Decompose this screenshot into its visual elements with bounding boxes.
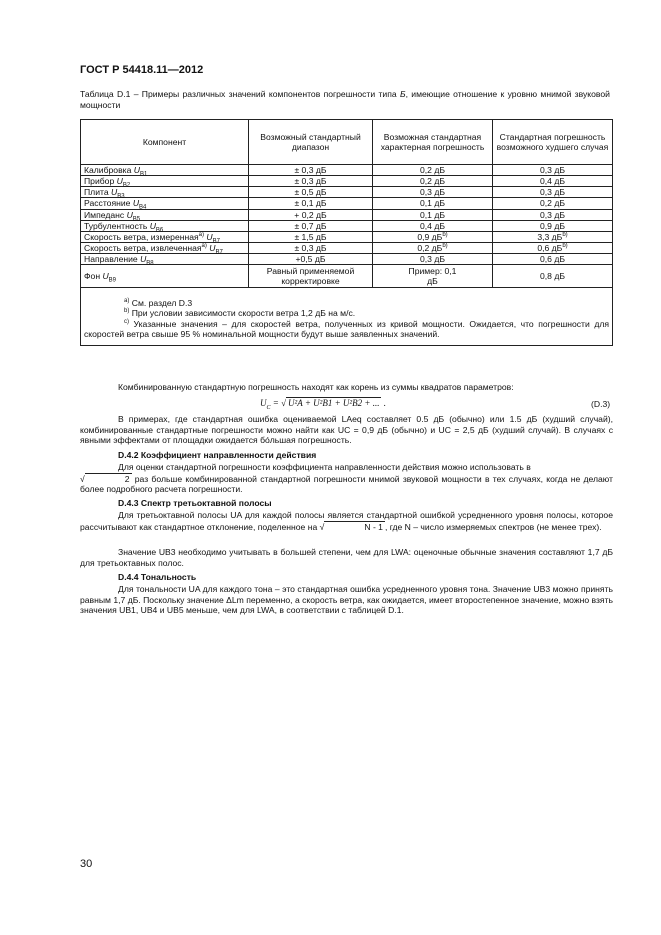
- cell-range: ± 1,5 дБ: [249, 231, 373, 242]
- paragraph: Значение UB3 необходимо учитывать в большей степени, чем для LWA: оценочные обычные значения составляют 1,7 дБ для третьоктавных полос.: [80, 547, 613, 568]
- equation-number: (D.3): [591, 399, 611, 409]
- formula-d3: [260, 397, 386, 409]
- column-header: Возможный стандартный диапазон: [249, 120, 373, 165]
- formula-tail: .: [381, 398, 386, 408]
- column-header: Компонент: [81, 120, 249, 165]
- section-heading: D.4.4 Тональность: [118, 572, 197, 582]
- cell-worst: 0,3 дБ: [493, 209, 613, 220]
- cell-component: Направление $U_{B8}$: [81, 254, 249, 265]
- table-row: [81, 254, 613, 265]
- cell-component: Импеданс $U_{B5}$: [81, 209, 249, 220]
- cell-range: ± 0,7 дБ: [249, 220, 373, 231]
- table-note: $^{a)}$ См. раздел D.3: [124, 298, 193, 309]
- table-body: [81, 165, 613, 288]
- cell-component: Фон $U_{B9}$: [81, 265, 249, 288]
- cell-worst: 3,3 $дБ^{b)}$: [493, 231, 613, 242]
- cell-worst: 0,6 дБ: [493, 254, 613, 265]
- cell-component: Скорость ветра, измеренная$^{a)}$ $U_{B7}$: [81, 231, 249, 242]
- table-caption: [80, 89, 610, 110]
- cell-worst: 0,3 дБ: [493, 165, 613, 176]
- paragraph: Для тональности UA для каждого тона – это стандартная ошибка усредненного уровня тона. Значение UB3 можно принять равным 1,7 дБ. Поскольку значение ΔLm переменно, а скорость ветра, как ожидается, имеет второстепенное значение, можно взять значения UB1, UB4 и UB5 меньше, чем для LWA, в соответствии с таблицей D.1.: [80, 584, 613, 616]
- cell-range: + 0,2 дБ: [249, 209, 373, 220]
- section-heading: D.4.3 Спектр третьоктавной полосы: [118, 498, 272, 508]
- table-row: [81, 231, 613, 242]
- root-value: 2: [85, 473, 132, 485]
- cell-range: ± 0,1 дБ: [249, 198, 373, 209]
- table-row: [81, 209, 613, 220]
- root-value: N - 1: [324, 521, 385, 533]
- cell-worst: 0,4 дБ: [493, 176, 613, 187]
- cell-range: ± 0,3 дБ: [249, 165, 373, 176]
- cell-range: ± 0,5 дБ: [249, 187, 373, 198]
- table-row: [81, 198, 613, 209]
- cell-typ: 0,9 $дБ^{b)}$: [373, 231, 493, 242]
- formula-eq: =: [270, 398, 282, 408]
- table-row: [81, 165, 613, 176]
- table-row: [81, 187, 613, 198]
- cell-range: ± 0,3 дБ: [249, 242, 373, 253]
- formula-radicand: U²A + U²B1 + U²B2 + ...: [288, 398, 380, 408]
- caption-type: Б: [399, 89, 406, 99]
- caption-text: – Примеры различных значений компонентов погрешности типа: [130, 89, 400, 99]
- cell-component: Скорость ветра, извлеченная$^{a)}$ $U_{B7}$: [81, 242, 249, 253]
- document-title: ГОСТ Р 54418.11—2012: [80, 64, 204, 76]
- cell-worst: 0,9 дБ: [493, 220, 613, 231]
- uncertainty-table: [80, 119, 613, 346]
- cell-range: +0,5 дБ: [249, 254, 373, 265]
- cell-typ: 0,2 дБ: [373, 176, 493, 187]
- cell-typ: 0,1 дБ: [373, 209, 493, 220]
- cell-worst: 0,3 дБ: [493, 187, 613, 198]
- cell-typ: 0,4 дБ: [373, 220, 493, 231]
- paragraph: В примерах, где стандартная ошибка оцениваемой LAeq составляет 0.5 дБ (обычно) или 1.5 дБ (худший случай), комбинированные стандартные погрешности можно найти как UC = 0,9 дБ (обычно) и UC = 2,5 дБ (худший случай). В случаях с явными эффектами от площадки ожидается бóльшая погрешность.: [80, 414, 613, 446]
- page-number: 30: [80, 858, 93, 870]
- formula-lhs-sub: C: [266, 404, 271, 411]
- sqrt-icon: √: [281, 398, 287, 408]
- paragraph: Для третьоктавной полосы UA для каждой полосы является стандартной ошибкой усредненного уровня полосы, которое рассчитывают как стандартное отклонение, поделенное на √ N - 1 , где N – число измеряемых спектров (не менее трех).: [80, 510, 613, 532]
- cell-range: Равный применяемой корректировке: [249, 265, 373, 288]
- table-notes: [81, 288, 613, 346]
- table-row: [81, 176, 613, 187]
- cell-component: Расстояние $U_{B4}$: [81, 198, 249, 209]
- cell-component: Калибровка $U_{B1}$: [81, 165, 249, 176]
- table-row: [81, 220, 613, 231]
- cell-typ: 0,2 дБ: [373, 165, 493, 176]
- section-heading: D.4.2 Коэффициент направленности действия: [118, 450, 317, 460]
- table-note: $^{b)}$ При условии зависимости скорости ветра 1,2 дБ на м/с.: [124, 308, 356, 319]
- cell-worst: 0,8 дБ: [493, 265, 613, 288]
- caption-rest: , имеющие отношение к уровню мнимой звуковой мощности: [80, 89, 610, 110]
- paragraph: Комбинированную стандартную погрешность находят как корень из суммы квадратов параметров:: [118, 382, 514, 392]
- cell-typ: 0,2 $дБ^{b)}$: [373, 242, 493, 253]
- column-header: Возможная стандартная характерная погрешность: [373, 120, 493, 165]
- cell-typ: 0,3 дБ: [373, 187, 493, 198]
- cell-worst: 0,6 $дБ^{b)}$: [493, 242, 613, 253]
- cell-typ: Пример: 0,1 дБ: [373, 265, 493, 288]
- cell-component: Плита $U_{B3}$: [81, 187, 249, 198]
- column-header: Стандартная погрешность возможного худшего случая: [493, 120, 613, 165]
- table-note: $^{c)}$ Указанные значения – для скоростей ветра, полученных из кривой мощности. Ожидается, что погрешности для скоростей ветра свыше 95 % номинальной мощности будут выше заявленных значений.: [84, 318, 609, 339]
- paragraph: Для оценки стандартной погрешности коэффициента направленности действия можно использовать в √ 2 раз больше комбинированной стандартной погрешности мнимой звуковой мощности в тех случаях, когда не делают более подробного расчета погрешности.: [80, 462, 613, 495]
- cell-worst: 0,2 дБ: [493, 198, 613, 209]
- cell-component: Турбулентность $U_{B6}$: [81, 220, 249, 231]
- sqrt-icon: √: [80, 473, 85, 484]
- cell-range: ± 0,3 дБ: [249, 176, 373, 187]
- table-row: [81, 265, 613, 288]
- caption-prefix: Таблица D.1: [80, 89, 131, 99]
- table-row: [81, 242, 613, 253]
- formula-lhs: U: [260, 398, 267, 408]
- cell-typ: 0,1 дБ: [373, 198, 493, 209]
- sqrt-icon: √: [319, 521, 325, 532]
- cell-component: Прибор $U_{B2}$: [81, 176, 249, 187]
- cell-typ: 0,3 дБ: [373, 254, 493, 265]
